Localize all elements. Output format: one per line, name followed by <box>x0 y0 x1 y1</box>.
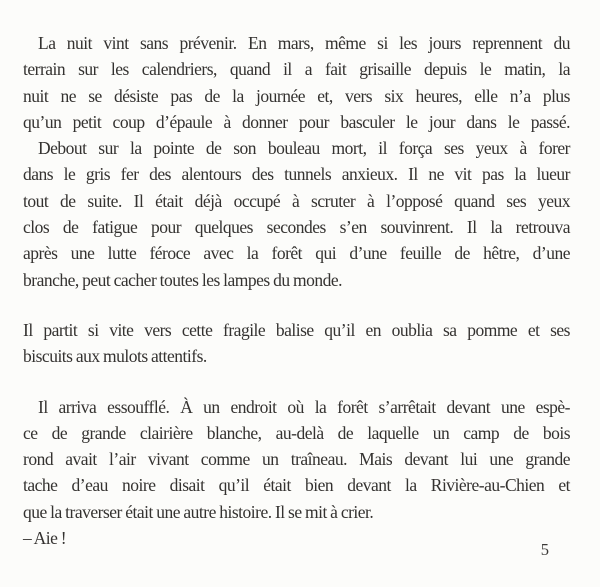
paragraph-3 <box>23 317 570 370</box>
paragraph-1 <box>23 30 570 135</box>
text-line: La nuit vint sans prévenir. En mars, même si les jours reprennent du <box>38 33 570 53</box>
text-line: tache d’eau noire disait qu’il était bien devant la Rivière-au-Chien et <box>23 475 570 496</box>
dialogue-line <box>23 525 570 551</box>
text-line: Debout sur la pointe de son bouleau mort, il força ses yeux à forer <box>38 138 570 159</box>
paragraph-2 <box>23 135 570 293</box>
text-line: que la traverser était une autre histoire. Il se mit à crier. <box>23 501 374 522</box>
text-line: – Aie ! <box>23 528 67 549</box>
text-line: biscuits aux mulots attentifs. <box>23 346 207 367</box>
text-line: qu’un petit coup d’épaule à donner pour basculer le jour dans le passé. <box>23 111 570 132</box>
text-line: rond avait l’air vivant comme un traîneau. Mais devant lui une grande <box>23 449 570 470</box>
text-line: terrain sur les calendriers, quand il a fait grisaille depuis le matin, la <box>23 59 570 80</box>
paragraph-spacer <box>23 370 570 394</box>
text-line: ce de grande clairière blanche, au-delà de laquelle un camp de bois <box>23 422 570 443</box>
page-number: 5 <box>540 540 549 559</box>
paragraph-4 <box>23 394 570 525</box>
text-line: Il partit si vite vers cette fragile balise qu’il en oublia sa pomme et ses <box>23 319 570 340</box>
text-line: dans le gris fer des alentours des tunnels anxieux. Il ne vit pas la lueur <box>23 164 570 185</box>
page-text <box>23 30 570 551</box>
text-line: nuit ne se désiste pas de la journée et, vers six heures, elle n’a plus <box>23 85 570 106</box>
text-line: après une lutte féroce avec la forêt qui d’une feuille de hêtre, d’une <box>23 243 570 264</box>
text-line: branche, peut cacher toutes les lampes du monde. <box>23 269 342 290</box>
text-line: tout de suite. Il était déjà occupé à scruter à l’opposé quand ses yeux <box>23 190 570 211</box>
paragraph-spacer <box>23 293 570 317</box>
text-line: Il arriva essoufflé. À un endroit où la forêt s’arrêtait devant une espè- <box>38 396 570 417</box>
text-line: clos de fatigue pour quelques secondes s’en souvinrent. Il la retrouva <box>23 217 570 238</box>
